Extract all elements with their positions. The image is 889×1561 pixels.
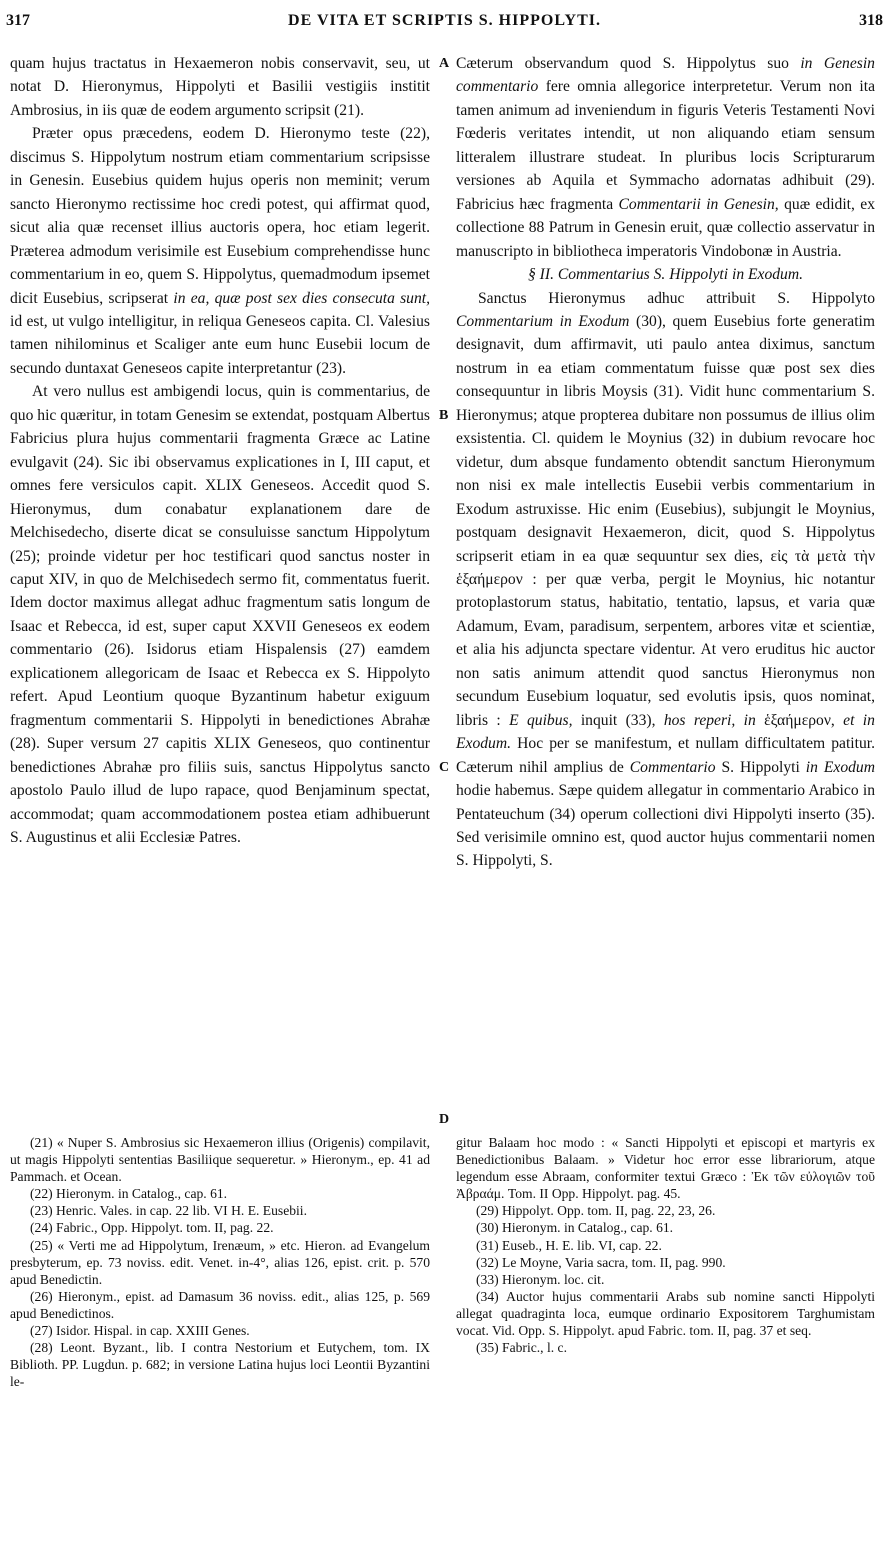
margin-letter-c: C <box>439 760 450 775</box>
paragraph-text: Hoc per se manifestum, et nullam difficultatem patitur. Cæterum nihil amplius de <box>456 735 876 776</box>
footnote: (30) Hieronym. in Catalog., cap. 61. <box>476 1220 674 1236</box>
footnote: (25) « Verti me ad Hippolytum, Irenæum, » etc. Hieron. ad Evangelum presbyterum, ep. 73 noviss. edit. Venet. in-4°, alias 126, epist. crit. p. 570 apud Benedictin. <box>10 1237 430 1287</box>
footnote: (35) Fabric., l. c. <box>476 1340 567 1356</box>
footnotes-right <box>456 1134 875 1356</box>
paragraph-text: inquit (33), <box>580 711 656 729</box>
right-column <box>456 52 875 873</box>
footnote: (32) Le Moyne, Varia sacra, tom. II, pag. 990. <box>476 1254 726 1270</box>
footnote: (26) Hieronym., epist. ad Damasum 36 noviss. edit., alias 125, p. 569 apud Benedictinos. <box>10 1288 430 1321</box>
paragraph-text: Præter opus præcedens, eodem D. Hieronymo teste (22), discimus S. Hippolytum nostrum etiam commentarium scripsisse in Genesin. Eusebius quidem hujus operis non meminit; verum sancto Hieronymo rectissime hoc credi potest, qui affirmat quod, sicut alia quæ recenset illius auctoris opera, hoc etiam legerit. Præterea admodum verisimile est Eusebium comprehendisse hunc commentarium in eo, quem S. Hippolytus, quemadmodum ipsemet dicit Eusebius, scripserat <box>10 125 430 307</box>
paragraph-text: : per quæ verba, pergit le Moynius, hic notantur protoplastorum status, habitatio, tentatio, lapsus, et varia quæ Adamum, Evam, paradisum, serpentem, arbores vitæ et scientiæ, et alia his adjuncta spectare videntur. At vero eruditus hic auctor non satis animum attendit quod sanctus Hieronymus non secundum Eusebium loquatur, sed evolutis ipsis, quos nominat, libris : <box>456 570 875 729</box>
paragraph-text: Cæterum observandum quod S. Hippolytus suo <box>456 55 789 72</box>
italic-quote: E quibus, <box>509 711 573 729</box>
footnote: (29) Hippolyt. Opp. tom. II, pag. 22, 23, 26. <box>476 1203 716 1219</box>
italic-title: Commentarii in Genesin, <box>618 195 779 213</box>
footnote: (22) Hieronym. in Catalog., cap. 61. <box>30 1186 228 1202</box>
section-heading: § II. Commentarius S. Hippolyti in Exodum. <box>527 266 804 284</box>
italic-title: in Genesin commentario <box>456 55 875 96</box>
page-number-right: 318 <box>859 12 883 29</box>
paragraph-text: S. Hippolyti <box>721 758 800 776</box>
paragraph-text: quæ edidit, ex collectione 88 Patrum in Genesin eruit, quæ collectio asservatur in manuscripto in bibliotheca imperatoris Vindobonæ in Austria. <box>456 195 875 260</box>
italic-quote: in ea, quæ post sex dies consecuta sunt, <box>173 289 430 307</box>
footnote: (33) Hieronym. loc. cit. <box>476 1271 605 1287</box>
greek-text: εἰς τὰ μετὰ τὴν ἑξαήμερον <box>456 547 875 588</box>
paragraph: quam hujus tractatus in Hexaemeron nobis conservavit, seu, ut notat D. Hieronymus, Hippolyti et Basilii vestigiis institit Ambrosius, in iis quæ de eodem argumento scripsit (21). <box>10 55 430 119</box>
footnote: (31) Euseb., H. E. lib. VI, cap. 22. <box>476 1237 662 1253</box>
left-column <box>10 52 430 849</box>
footnote: (34) Auctor hujus commentarii Arabs sub nomine sancti Hippolyti allegat quadraginta loca, eumque ordinario Expositorem Targhumistam vocat. Vid. Opp. S. Hippolyt. apud Fabric. tom. II, pag. 37 et seq. <box>456 1288 875 1339</box>
footnote: (23) Henric. Vales. in cap. 22 lib. VI H. E. Eusebii. <box>30 1203 307 1219</box>
paragraph <box>10 122 430 380</box>
footnote: (24) Fabric., Opp. Hippolyt. tom. II, pag. 22. <box>30 1220 274 1236</box>
page-number-left: 317 <box>6 12 30 29</box>
margin-letter-a: A <box>439 56 450 71</box>
paragraph <box>456 52 875 263</box>
margin-letter-d: D <box>439 1112 450 1127</box>
paragraph: At vero nullus est ambigendi locus, quin is commentarius, de quo hic quæritur, in totam Genesim se extendat, postquam Albertus Fabricius plura hujus commentarii fragmenta Græce ac Latine evulgavit (24). Sic ibi observamus explicationes in I, III caput, et omnes fere versiculos capit. XLIX Geneseos. Accedit quod S. Hieronymus, dum conabatur explanationem dare de Melchisedecho, diserte dicat se consuluisse sanctum Hippolytum (25); proinde videtur per hoc testificari quod sanctus noster in caput XIV, in quo de Melchisedech sermo fit, commentatus fuerit. Idem doctor maximus allegat adhuc fragmentum satis longum de Isaac et Rebecca, id est, super caput XXVII Geneseos ex eodem commentario (26). Isidorus etiam Hispalensis (27) eamdem explicationem allegoricam de Isaac et Rebecca ex S. Hippolyto refert. Apud Leontium quoque Byzantinum habetur exiguum fragmentum commentarii S. Hippolyti in benedictiones Abrahæ (28). Super versum 27 capitis XLIX Geneseos, quo continentur benedictiones Abrahæ pro filiis suis, sanctus Hippolytus sancto apostolo Paulo illud de lupo rapace, quod Benjaminum spectat, accommodat; quam accommodationem postea etiam adhibuerunt S. Augustinus et alii Ecclesiæ Patres. <box>10 383 430 846</box>
margin-letter-b: B <box>439 408 449 423</box>
italic-quote: hos reperi, in <box>663 711 756 729</box>
footnote: (28) Leont. Byzant., lib. I contra Nestorium et Eutychem, tom. IX Biblioth. PP. Lugdun. p. 682; in versione Latina hujus loci Leontii Byzantini le- <box>10 1340 430 1390</box>
paragraph-text: fere omnia allegorice interpretetur. Verum non ita tamen animum ad inveniendum in figuris Veteris Testamenti Novi Fœderis veritates intendit, ut non aliquando etiam sensum litteralem illustrare studeat. In pluribus locis Scripturarum versiones ab Aquila et Symmacho adornatas adhibuit (29). Fabricius hæc fragmenta <box>456 78 875 213</box>
footnote: (27) Isidor. Hispal. in cap. XXIII Genes. <box>30 1323 250 1339</box>
italic-quote: et in Exodum. <box>456 711 875 753</box>
paragraph-text: (30), quem Eusebius forte generatim designavit, dum affirmavit, uti paulo antea diximus, sanctum nostrum in ea etiam commentatum fuisse quæ post sex dies consequuntur in libris Moysis (31). Vidit hunc commentarium S. Hieronymus; atque propterea dubitare non possumus de illius olim exsistentia. Cl. quidem le Moynius (32) in dubium revocare hoc videtur, dum absque fundamento obtendit sanctum Hieronymum non nisi ex male intellectis Eusebii verbis commentarium in Exodum astruxisse. Hic enim (Eusebius), subjungit le Moynius, postquam designavit Hexaemeron, dicit, quod S. Hippolytus scripserit etiam in ea quæ sequuntur sex dies, <box>456 312 875 565</box>
paragraph <box>456 287 875 873</box>
italic-title: in Exodum <box>805 758 875 776</box>
paragraph-text: id est, ut vulgo intelligitur, in reliqua Geneseos capita. Cl. Valesius tamen nihilominus et Scaliger ante eum hunc Eusebii locum de secundo duntaxat Geneseos capite interpretantur (23). <box>10 312 430 377</box>
italic-title: Commentarium in Exodum <box>456 312 630 330</box>
paragraph-text: Sanctus Hieronymus adhuc attribuit S. Hippolyto <box>478 289 875 307</box>
italic-title: Commentario <box>629 758 716 776</box>
footnotes-left <box>10 1134 430 1390</box>
running-header <box>0 6 889 36</box>
running-title: DE VITA ET SCRIPTIS S. HIPPOLYTI. <box>288 12 601 29</box>
footnote: (21) « Nuper S. Ambrosius sic Hexaemeron illius (Origenis) compilavit, ut magis Hippolyti sententias Basiliique sequeretur. » Hieronym., ep. 41 ad Pammach. et Ocean. <box>10 1135 430 1185</box>
paragraph-text: hodie habemus. Sæpe quidem allegatur in commentario Arabico in Pentateuchum (34) operum collectioni divi Hippolyti inserto (35). Sed verisimile omnino est, quod auctor hujus commentarii nomen S. Hippolyti, S. <box>456 782 875 870</box>
greek-text: ἑξαήμερον, <box>764 711 835 729</box>
footnote-continued: gitur Balaam hoc modo : « Sancti Hippolyti et episcopi et martyris ex Benedictionibus Balaam. » Videtur hoc error esse librariorum, atque legendum esse Abraam, conformiter textui Græco : Ἐκ τῶν εὐλογιῶν τοῦ Ἀβραάμ. Tom. II Opp. Hippolyt. pag. 45. <box>456 1135 875 1202</box>
